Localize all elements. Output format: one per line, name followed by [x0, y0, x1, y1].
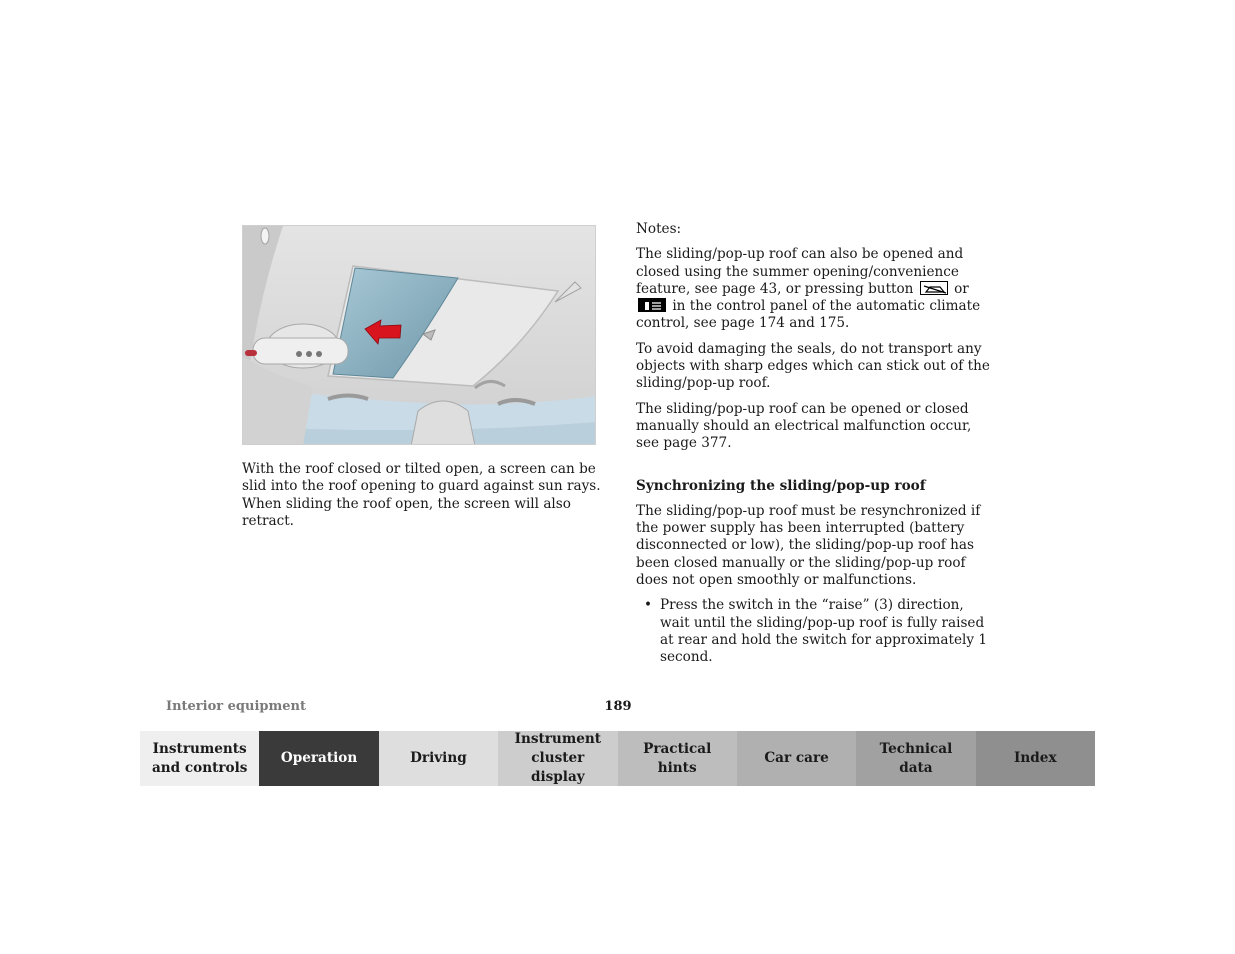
list-item	[636, 597, 996, 666]
tab-instrument-cluster-display[interactable]: Instrument cluster display	[498, 731, 617, 786]
car-recirculation-button-icon	[920, 281, 948, 295]
sync-heading: Synchronizing the sliding/pop-up roof	[636, 477, 926, 494]
note-summer-opening-text-a: The sliding/pop-up roof can also be opened and closed using the summer opening/convenience feature, see page 43, or pressing button	[636, 246, 964, 297]
chapter-navigation	[140, 731, 1095, 786]
page-number: 189	[604, 699, 632, 714]
note-summer-opening-text-b: in the control panel of the automatic climate control, see page 174 and 175.	[636, 298, 981, 332]
tab-driving[interactable]: Driving	[379, 731, 498, 786]
sync-step-1: Press the switch in the “raise” (3) direction, wait until the sliding/pop-up roof is fully raised at rear and hold the switch for approximately 1 second.	[660, 597, 987, 666]
note-manual-operation: The sliding/pop-up roof can be opened or closed manually should an electrical malfunction occur, see page 377.	[636, 400, 972, 452]
sunroof-interior-illustration-icon	[243, 226, 596, 445]
sync-steps	[636, 597, 996, 666]
tab-car-care[interactable]: Car care	[737, 731, 856, 786]
air-recirculation-button-icon	[638, 298, 666, 312]
note-summer-opening-or: or	[954, 280, 969, 297]
tab-practical-hints[interactable]: Practical hints	[618, 731, 737, 786]
note-summer-opening	[636, 246, 996, 332]
section-title: Interior equipment	[166, 699, 306, 714]
illustration-caption: With the roof closed or tilted open, a screen can be slid into the roof opening to guard against sun rays. When sliding the roof open, the screen will also retract.	[242, 461, 601, 529]
bullet-icon: •	[644, 597, 653, 614]
tab-technical-data[interactable]: Technical data	[856, 731, 975, 786]
tab-index[interactable]: Index	[976, 731, 1095, 786]
tab-operation[interactable]: Operation	[259, 731, 378, 786]
sunroof-illustration	[242, 225, 596, 445]
tab-instruments-and-controls[interactable]: Instruments and controls	[140, 731, 259, 786]
notes-column	[636, 221, 996, 667]
notes-heading: Notes:	[636, 221, 682, 237]
note-seals: To avoid damaging the seals, do not transport any objects with sharp edges which can stick out of the sliding/pop-up roof.	[636, 340, 990, 392]
sync-description: The sliding/pop-up roof must be resynchronized if the power supply has been interrupted (battery disconnected or low), the sliding/pop-up roof has been closed manually or the sliding/pop-up roof does not open smoothly or malfunctions.	[636, 502, 981, 589]
